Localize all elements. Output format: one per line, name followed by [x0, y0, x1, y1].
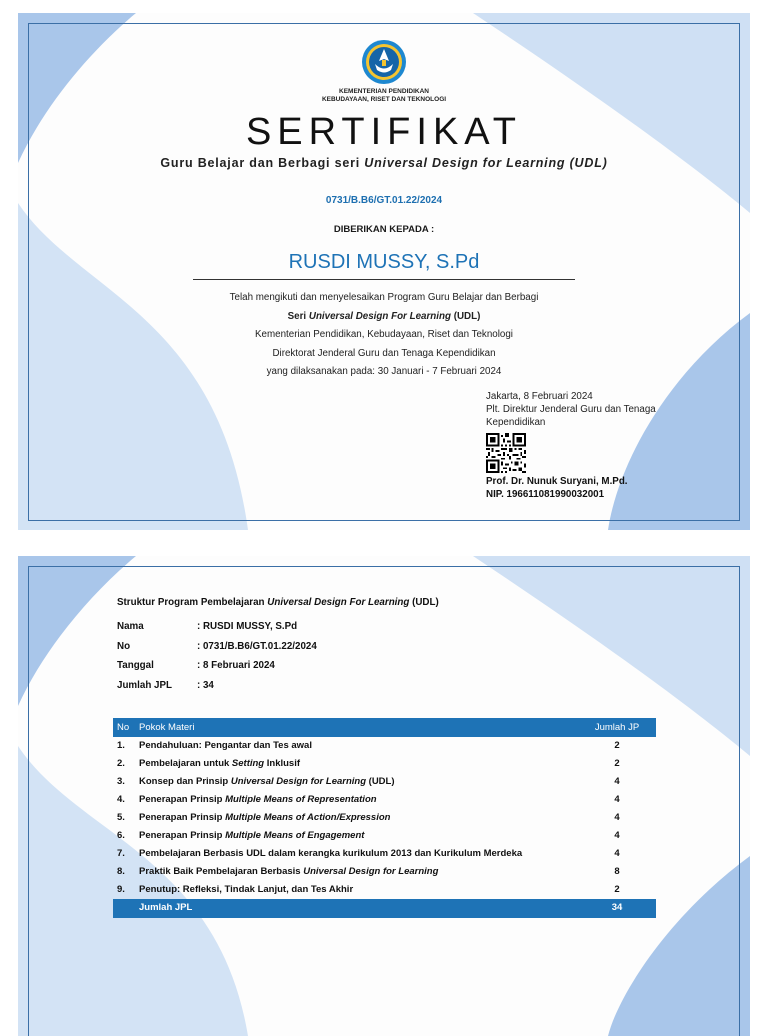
row-materi: Pendahuluan: Pengantar dan Tes awal	[139, 740, 312, 751]
header-no: No	[113, 718, 135, 737]
info-row-date: Tanggal : 8 Februari 2024	[117, 660, 275, 671]
signature-block: Jakarta, 8 Februari 2024 Plt. Direktur Jenderal Guru dan Tenaga Kependidikan	[486, 391, 656, 428]
signer-block	[486, 475, 628, 501]
signer-nip: NIP. 196611081990032001	[486, 489, 605, 500]
row-number: 3.	[117, 776, 125, 787]
info-row-jpl: Jumlah JPL : 34	[117, 679, 214, 691]
total-label: Jumlah JPL	[135, 899, 578, 918]
row-jp: 4	[614, 794, 620, 805]
header-jp: Jumlah JP	[578, 718, 656, 737]
qr-code-icon	[486, 433, 526, 473]
row-materi: Praktik Baik Pembelajaran Berbasis Universal Design for Learning	[139, 866, 439, 877]
certificate-subtitle: Guru Belajar dan Berbagi seri Universal Design for Learning (UDL)	[160, 156, 608, 170]
row-number: 5.	[117, 812, 125, 823]
materials-table	[113, 718, 656, 918]
total-value: 34	[578, 899, 656, 918]
row-number: 4.	[117, 794, 125, 805]
table-total-row	[113, 899, 656, 918]
header-materi: Pokok Materi	[135, 718, 578, 737]
info-row-number: No : 0731/B.B6/GT.01.22/2024	[117, 640, 317, 652]
row-number: 9.	[117, 884, 125, 895]
given-to-label: DIBERIKAN KEPADA :	[333, 224, 435, 235]
certificate-description: Telah mengikuti dan menyelesaikan Program Guru Belajar dan Berbagi Seri Universal Design For Learning (UDL) Kementerian Pendidikan, Kebudayaan, Riset dan Teknologi Direktorat Jenderal Guru dan Tenaga Kependidikan yang dilaksanakan pada: 30 Januari - 7 Februari 2024	[229, 292, 539, 377]
structure-page	[18, 556, 750, 1036]
row-number: 6.	[117, 830, 125, 841]
tut-wuri-handayani-logo-icon	[361, 39, 407, 85]
name-underline	[193, 279, 575, 280]
row-number: 1.	[117, 740, 125, 751]
table-row	[113, 827, 656, 845]
row-jp: 2	[614, 884, 620, 895]
row-materi: Pembelajaran untuk Setting Inklusif	[139, 758, 301, 769]
row-jp: 4	[614, 830, 620, 841]
row-jp: 4	[614, 812, 620, 823]
row-materi: Penutup: Refleksi, Tindak Lanjut, dan Tes Akhir	[139, 884, 354, 895]
signer-name: Prof. Dr. Nunuk Suryani, M.Pd.	[486, 476, 628, 487]
table-row	[113, 791, 656, 809]
table-row	[113, 845, 656, 863]
row-jp: 8	[614, 866, 620, 877]
row-jp: 4	[614, 776, 620, 787]
table-row	[113, 773, 656, 791]
row-jp: 2	[614, 758, 620, 769]
participant-info	[117, 621, 317, 699]
table-header-row	[113, 718, 656, 737]
row-jp: 4	[614, 848, 620, 859]
recipient-name: RUSDI MUSSY, S.Pd	[288, 251, 480, 273]
row-materi: Penerapan Prinsip Multiple Means of Action/Expression	[139, 812, 391, 823]
ministry-name: KEMENTERIAN PENDIDIKAN KEBUDAYAAN, RISET DAN TEKNOLOGI	[321, 88, 447, 103]
table-row	[113, 755, 656, 773]
row-materi: Pembelajaran Berbasis UDL dalam kerangka kurikulum 2013 dan Kurikulum Merdeka	[139, 848, 523, 859]
table-row	[113, 863, 656, 881]
certificate-page	[18, 13, 750, 530]
row-number: 7.	[117, 848, 125, 859]
structure-title: Struktur Program Pembelajaran Universal Design For Learning (UDL)	[117, 597, 439, 608]
table-row	[113, 809, 656, 827]
row-number: 2.	[117, 758, 125, 769]
table-row	[113, 881, 656, 899]
row-materi: Konsep dan Prinsip Universal Design for Learning (UDL)	[139, 776, 395, 787]
table-body	[113, 737, 656, 899]
row-materi: Penerapan Prinsip Multiple Means of Engagement	[139, 830, 365, 841]
row-jp: 2	[614, 740, 620, 751]
row-number: 8.	[117, 866, 125, 877]
certificate-title: SERTIFIKAT	[245, 111, 523, 153]
table-row	[113, 737, 656, 755]
row-materi: Penerapan Prinsip Multiple Means of Representation	[139, 794, 377, 805]
info-row-name: Nama : RUSDI MUSSY, S.Pd	[117, 621, 298, 632]
certificate-number: 0731/B.B6/GT.01.22/2024	[325, 195, 443, 206]
